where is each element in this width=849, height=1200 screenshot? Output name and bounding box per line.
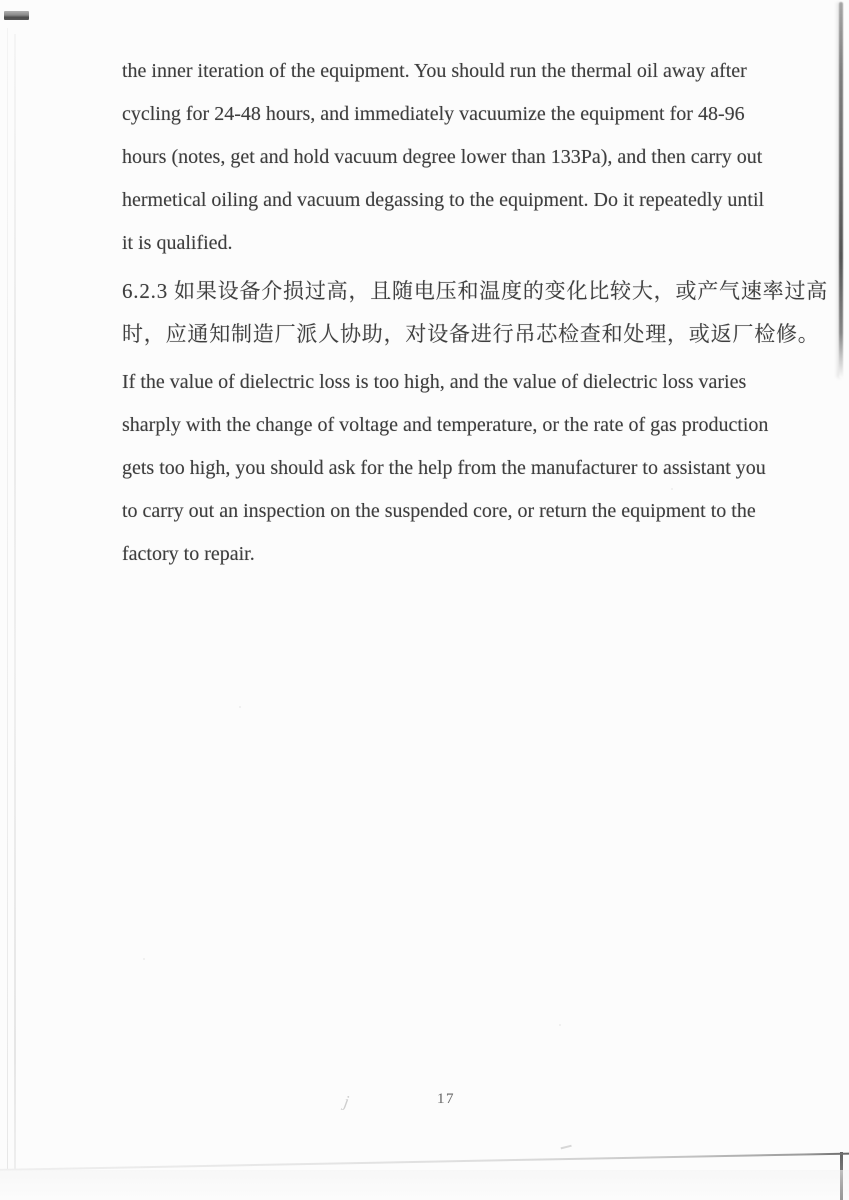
page-number: 17 [437,1091,455,1107]
scan-below-edge-area [0,1170,849,1200]
paragraph-line: If the value of dielectric loss is too high, and the value of dielectric loss varies [122,371,747,393]
paragraph-line: to carry out an inspection on the suspended core, or return the equipment to the [122,500,756,522]
document-text-block [122,50,832,576]
scan-smudge-mark: j [342,1091,351,1112]
paragraph-line: cycling for 24-48 hours, and immediately vacuumize the equipment for 48-96 [122,103,745,125]
paragraph-line: hermetical oiling and vacuum degassing to the equipment. Do it repeatedly until [122,189,765,211]
scan-speck [559,1024,561,1026]
scan-speck [143,958,145,960]
scan-right-edge-shadow [839,2,843,378]
scan-bottom-page-edge [0,1152,849,1171]
paragraph-line: it is qualified. [122,232,233,254]
scan-speck [239,706,241,708]
section-6-2-3-line: 6.2.3 如果设备介损过高，且随电压和温度的变化比较大，或产气速率过高 [122,279,829,303]
scan-mark-top-left [4,11,29,20]
scan-left-edge-line-outer [7,28,8,1170]
section-6-2-3-line: 时，应通知制造厂派人协助，对设备进行吊芯检查和处理，或返厂检修。 [122,322,820,346]
paragraph-line: the inner iteration of the equipment. You should run the thermal oil away after [122,60,747,82]
paragraph-line: gets too high, you should ask for the help from the manufacturer to assistant you [122,457,766,479]
scan-smudge-stroke [561,1145,573,1153]
paragraph-line: factory to repair. [122,543,255,565]
scan-left-edge-line-inner [14,34,16,1170]
paragraph-line: hours (notes, get and hold vacuum degree lower than 133Pa), and then carry out [122,146,763,168]
paragraph-line: sharply with the change of voltage and temperature, or the rate of gas production [122,414,769,436]
